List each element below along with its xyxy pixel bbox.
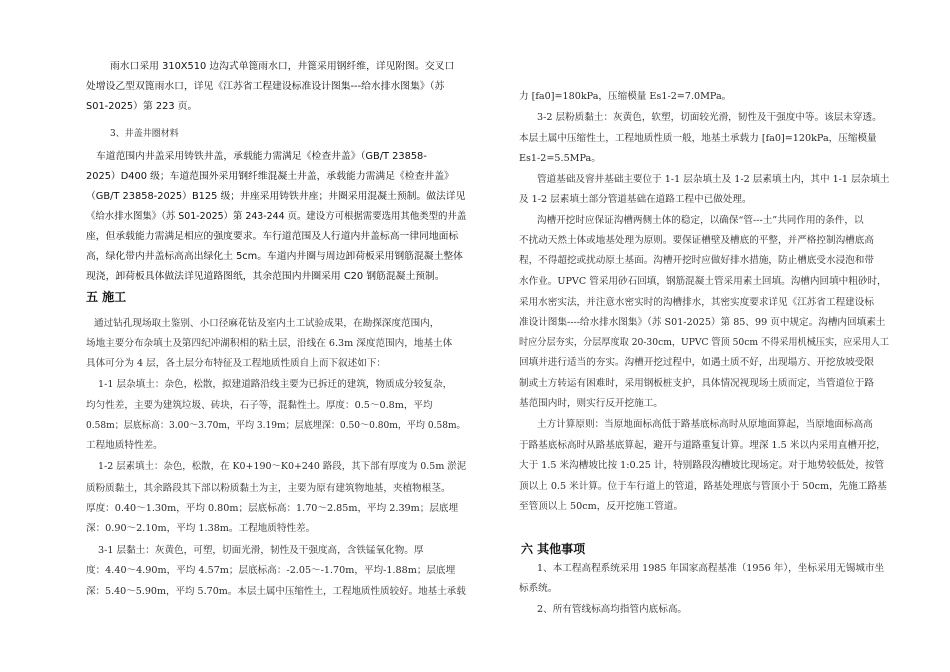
inlet-line-1: 雨水口采用 310X510 边沟式单篦雨水口，井篦采用钢纤维，详见附图。交叉口 [110, 61, 455, 72]
layer-1-2-line-4: 深：0.90～2.10m，平均 1.38m。工程地质特性差。 [86, 523, 316, 534]
foundation-line-2: 及 1-2 层素填土部分管道基础在道路工程中已做处理。 [519, 194, 752, 205]
earthwork-line-1: 土方计算原则：当原地面标高低于路基底标高时从原地面算起，当原地面标高高 [537, 419, 873, 430]
materials-line-5: 座，但承载能力需满足相应的强度要求。车行道范围及人行道内井盖标高一律同地面标 [86, 231, 459, 242]
materials-line-1: 车道范围内井盖采用铸铁井盖，承载能力需满足《检查井盖》（GB/T 23858- [96, 151, 427, 162]
layer-1-2-line-2: 质粉质黏土，其余路段其下部以粉质黏土为主，主要为原有建筑物地基，夹植物根茎。 [86, 483, 451, 494]
earthwork-line-3: 大于 1.5 米沟槽坡比按 1:0.25 计，特别路段沟槽坡比现场定。对于地势较低处，按管 [519, 460, 885, 471]
layer-3-2-line-3: Es1-2=5.5MPa。 [519, 153, 601, 164]
layer-3-1-line-2: 度：4.40～4.90m，平均 4.57m；层底标高：-2.05～-1.70m，平均-1.88m；层底埋 [86, 565, 456, 576]
layer-1-1-line-1: 1-1 层杂填土：杂色，松散，拟建道路沿线主要为已拆迁的建筑，物质成分较复杂， [98, 379, 453, 390]
trench-line-9: 制或土方转运有困难时，采用钢板桩支护，具体情况视现场土质而定，当管道位于路 [519, 378, 874, 389]
trench-line-4: 水作业。UPVC 管采用砂石回填，钢筋混凝土管采用素土回填。沟槽内回填中粗砂时， [519, 276, 887, 287]
intro-line-3: 具体可分为 4 层，各土层分布特征及工程地质性质自上而下叙述如下： [86, 358, 387, 369]
section-5-heading: 五 施工 [86, 290, 127, 304]
other-line-2: 标系统。 [519, 583, 558, 594]
layer-3-1-line-3: 深：5.40～5.90m，平均 5.70m。本层土属中压缩性土，工程地质性质较好。地基土承载 [86, 586, 466, 597]
trench-line-5: 采用水密实法，并注意水密实时的沟槽排水，其密实度要求详见《江苏省工程建设标 [519, 297, 874, 308]
section-6-heading: 六 其他事项 [521, 542, 586, 556]
materials-line-3: （GB/T 23858-2025）B125 级；井座采用铸铁井座；井圈采用混凝土预制。做法详见 [86, 191, 466, 202]
materials-line-4: 《给水排水图集》（苏 S01-2025）第 243-244 页。建设方可根据需要选用其他类型的井盖 [86, 211, 467, 222]
other-line-3: 2、所有管线标高均指管内底标高。 [537, 604, 688, 615]
other-line-1: 1、本工程高程系统采用 1985 年国家高程基准（1956 年），坐标采用无锡城市坐 [537, 563, 885, 574]
earthwork-line-5: 至管顶以上 50cm，反开挖施工管道。 [519, 501, 684, 512]
earthwork-line-4: 顶以上 0.5 米计算。位于车行道上的管道，路基处理底与管顶小于 50cm，先施工路基 [519, 481, 887, 492]
trench-line-6: 准设计图集----给水排水图集》（苏 S01-2025）第 85、99 页中规定。沟槽内回填素土 [519, 317, 886, 328]
layer-1-1-line-2: 均匀性差，主要为建筑垃圾、砖块，石子等，混黏性土。厚度：0.5～0.8m，平均 [86, 400, 433, 411]
intro-line-1: 通过钻孔现场取土鉴别、小口径麻花钻及室内土工试验成果，在勘探深度范围内， [94, 318, 440, 329]
trench-line-2: 不扰动天然土体或地基处理为原则。要保证槽壁及槽底的平整，并严格控制沟槽底高 [519, 235, 874, 246]
trench-line-7: 时应分层夯实，分层厚度取 20-30cm，UPVC 管顶 50cm 不得采用机械压实，应采用人工 [519, 337, 890, 348]
layer-1-2-line-1: 1-2 层素填土：杂色，松散，在 K0+190～K0+240 路段，其下部有厚度为 0.5m 淤泥 [98, 461, 467, 472]
materials-heading: 3、井盖井圈材料 [110, 129, 179, 139]
layer-3-1-continued: 力 [fa0]=180kPa，压缩模量 Es1-2=7.0MPa。 [519, 91, 732, 102]
earthwork-line-2: 于路基底标高时从路基底算起，避开与道路重复计算。埋深 1.5 米以内采用直槽开挖， [519, 440, 886, 451]
layer-1-1-line-4: 工程地质特性差。 [86, 440, 163, 451]
foundation-line-1: 管道基础及窨井基础主要位于 1-1 层杂填土及 1-2 层素填土内，其中 1-1 层杂填土 [537, 174, 890, 185]
layer-1-1-line-3: 0.58m；层底标高：3.00～3.70m，平均 3.19m；层底埋深：0.50～0.80m，平均 0.58m。 [86, 420, 466, 431]
materials-line-7: 现浇，卸荷板具体做法详见道路图纸，其余范围内井圈采用 C20 钢筋混凝土预制。 [86, 271, 445, 282]
intro-line-2: 场地主要分布杂填土及第四纪冲湖积相的粘土层，沿线在 6.3m 深度范围内，地基土体 [86, 338, 453, 349]
layer-1-2-line-3: 厚度：0.40～1.30m，平均 0.80m；层底标高：1.70～2.85m，平均 2.39m；层底埋 [86, 503, 459, 514]
materials-line-2: 2025）D400 级；车道范围外采用钢纤维混凝土井盖，承载能力需满足《检查井盖》 [86, 171, 454, 182]
inlet-line-2: 处增设乙型双篦雨水口，详见《江苏省工程建设标准设计图集---给水排水图集》（苏 [86, 81, 445, 92]
layer-3-2-line-1: 3-2 层粉质黏土：灰黄色，软塑，切面较光滑，韧性及干强度中等。该层未穿透。 [537, 112, 882, 123]
trench-line-10: 基范围内时，则实行反开挖施工。 [519, 398, 663, 409]
layer-3-2-line-2: 本层土属中压缩性土，工程地质性质一般，地基土承载力 [fa0]=120kPa，压缩模量 [519, 133, 877, 144]
trench-line-3: 程，不得超挖或扰动原土基面。沟槽开挖时应做好排水措施，防止槽底受水浸泡和带 [519, 255, 874, 266]
trench-line-1: 沟槽开挖时应保证沟槽两侧土体的稳定，以确保“管---土”共同作用的条件，以 [537, 215, 864, 226]
trench-line-8: 回填并进行适当的夯实。沟槽开挖过程中，如遇土质不好，出现塌方、开挖放坡受限 [519, 357, 874, 368]
materials-line-6: 高，绿化带内井盖标高高出绿化土 5cm。车道内井圈与周边卸荷板采用钢筋混凝土整体 [86, 251, 463, 262]
inlet-line-3: S01-2025）第 223 页。 [86, 101, 198, 112]
layer-3-1-line-1: 3-1 层黏土：灰黄色，可塑，切面光滑，韧性及干强度高，含铁锰氧化物。厚 [98, 545, 424, 556]
